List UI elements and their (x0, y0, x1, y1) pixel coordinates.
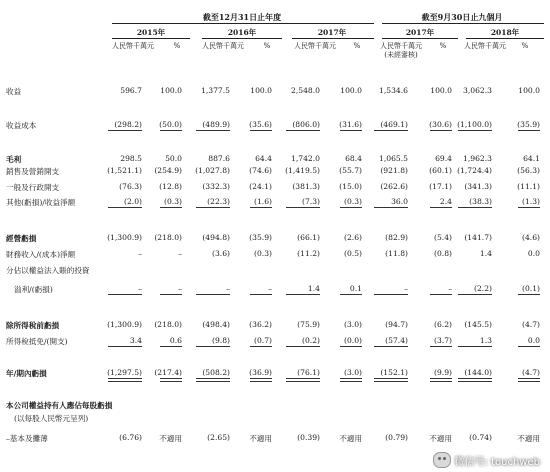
total-underline (250, 207, 272, 208)
total-underline (430, 378, 452, 379)
table-cell: (66.1) (297, 233, 320, 242)
table-cell: (508.2) (202, 368, 230, 377)
table-cell: (298.2) (114, 120, 142, 129)
table-cell: (332.3) (202, 182, 230, 191)
total-underline (286, 378, 320, 379)
total-underline (458, 381, 492, 382)
row-label: 除所得稅前虧損 (6, 321, 60, 330)
row-label: 銷售及營銷開支 (6, 167, 60, 176)
row-label: 收益成本 (6, 121, 37, 130)
table-cell: (75.9) (297, 320, 320, 329)
table-cell: (7.3) (301, 197, 320, 206)
total-underline (108, 207, 142, 208)
row-label: 毛利 (6, 155, 22, 164)
total-underline (108, 294, 142, 295)
table-cell: 不適用 (517, 434, 540, 443)
watermark (433, 452, 540, 468)
group-header-fy: 截至12月31日止年度 (202, 12, 282, 22)
table-cell: 0.0 (527, 336, 540, 345)
table-cell: (17.1) (429, 182, 452, 191)
total-underline (250, 381, 272, 382)
table-cell: (15.0) (339, 182, 362, 191)
table-cell: (3.0) (343, 368, 362, 377)
table-cell: – (178, 284, 182, 293)
total-underline (340, 294, 362, 295)
table-cell: (1.6) (253, 197, 272, 206)
table-cell: (2.0) (123, 197, 142, 206)
total-underline (250, 346, 272, 347)
table-cell: (141.7) (464, 233, 492, 242)
table-cell: (82.9) (385, 233, 408, 242)
total-underline (286, 346, 320, 347)
total-underline (196, 346, 230, 347)
row-label: 年/期內虧損 (6, 369, 47, 378)
table-cell: (2.65) (207, 433, 230, 442)
table-cell: (0.1) (521, 284, 540, 293)
total-underline (160, 130, 182, 131)
table-cell: (36.2) (249, 320, 272, 329)
table-cell: (9.9) (433, 368, 452, 377)
table-cell: 1,742.0 (291, 154, 320, 163)
table-cell: 298.5 (120, 154, 142, 163)
row-label: –基本及攤薄 (6, 434, 48, 443)
wechat-icon (433, 452, 451, 468)
table-cell: (4.7) (521, 320, 540, 329)
table-cell: (1,100.0) (457, 120, 492, 129)
table-cell: (806.0) (292, 120, 320, 129)
table-cell: (35.9) (517, 120, 540, 129)
table-cell: (57.4) (385, 336, 408, 345)
table-cell: 596.7 (120, 86, 142, 95)
total-underline (374, 346, 408, 347)
table-cell: 68.4 (345, 154, 362, 163)
table-cell: 0.6 (169, 336, 182, 345)
table-cell: 50.0 (165, 154, 182, 163)
table-cell: (3.6) (211, 249, 230, 258)
table-cell: 1.4 (307, 284, 320, 293)
total-underline (250, 378, 272, 379)
table-cell: (218.0) (154, 233, 182, 242)
table-cell: 2,548.0 (291, 86, 320, 95)
year-underline (466, 38, 544, 39)
table-cell: 不適用 (339, 434, 362, 443)
table-cell: (218.0) (154, 320, 182, 329)
table-cell: – (138, 284, 142, 293)
row-label: 本公司權益持有人應佔每股虧損 (6, 401, 113, 410)
year-2018-9m: 2018年 (490, 28, 520, 37)
total-underline (250, 294, 272, 295)
unit-rmb: 人民幣千萬元 (464, 42, 506, 50)
total-underline (160, 207, 182, 208)
total-underline (250, 130, 272, 131)
total-underline (108, 130, 142, 131)
total-underline (340, 130, 362, 131)
table-cell: 3,062.3 (463, 86, 492, 95)
unaudited-note: (未經審核) (384, 51, 418, 59)
row-label: 收益 (6, 87, 22, 96)
table-cell: (11.2) (297, 249, 320, 258)
table-cell: 100.0 (430, 86, 452, 95)
table-cell: 不適用 (249, 434, 272, 443)
row-label: (以每股人民幣元呈列) (14, 414, 89, 423)
table-cell: (921.8) (380, 166, 408, 175)
unit-pct: % (353, 42, 361, 50)
table-cell: 1,065.5 (379, 154, 408, 163)
total-underline (374, 378, 408, 379)
table-cell: (145.5) (464, 320, 492, 329)
table-cell: (217.4) (154, 368, 182, 377)
year-2015: 2015年 (136, 28, 166, 37)
table-cell: (6.76) (119, 433, 142, 442)
table-cell: 36.0 (391, 197, 408, 206)
row-label: 經營虧損 (6, 234, 37, 243)
total-underline (286, 130, 320, 131)
table-cell: (0.39) (297, 433, 320, 442)
total-underline (340, 378, 362, 379)
total-underline (160, 381, 182, 382)
table-cell: (4.7) (521, 368, 540, 377)
table-cell: (31.6) (339, 120, 362, 129)
table-cell: (3.0) (343, 320, 362, 329)
table-cell: (55.7) (339, 166, 362, 175)
unit-pct: % (173, 42, 181, 50)
table-cell: (38.3) (469, 197, 492, 206)
table-cell: – (448, 284, 452, 293)
table-cell: 1.3 (479, 336, 492, 345)
total-underline (430, 381, 452, 382)
year-underline (292, 38, 374, 39)
table-cell: (56.3) (517, 166, 540, 175)
row-label: 其他(虧損)/收益淨額 (6, 198, 76, 207)
table-cell: 3.4 (129, 336, 142, 345)
table-cell: (50.0) (159, 120, 182, 129)
unit-pct: % (439, 42, 447, 50)
total-underline (518, 130, 540, 131)
year-2016: 2016年 (227, 28, 257, 37)
table-cell: 1,962.3 (463, 154, 492, 163)
table-cell: 0.0 (527, 249, 540, 258)
table-cell: (3.7) (433, 336, 452, 345)
table-cell: 64.1 (523, 154, 540, 163)
table-cell: (76.1) (297, 368, 320, 377)
total-underline (160, 378, 182, 379)
table-cell: (1,419.5) (285, 166, 320, 175)
table-cell: 1,534.6 (379, 86, 408, 95)
table-cell: (2.2) (473, 284, 492, 293)
table-cell: 100.0 (340, 86, 362, 95)
unit-rmb: 人民幣千萬元 (202, 42, 244, 50)
table-cell: – (268, 284, 272, 293)
total-underline (108, 378, 142, 379)
table-cell: (11.8) (385, 249, 408, 258)
table-cell: (6.2) (433, 320, 452, 329)
table-cell: 0.1 (349, 284, 362, 293)
table-cell: (262.6) (380, 182, 408, 191)
table-cell: 69.4 (435, 154, 452, 163)
total-underline (458, 294, 492, 295)
table-cell: (0.3) (163, 197, 182, 206)
table-cell: (30.6) (429, 120, 452, 129)
row-label: 分佔以權益法入賬的投資 (6, 266, 90, 275)
total-underline (108, 346, 142, 347)
total-underline (340, 207, 362, 208)
row-label: 一般及行政開支 (6, 183, 60, 192)
total-underline (286, 381, 320, 382)
table-cell: 100.0 (518, 86, 540, 95)
total-underline (518, 346, 540, 347)
table-cell: (144.0) (464, 368, 492, 377)
table-cell: (0.2) (301, 336, 320, 345)
table-cell: (36.9) (249, 368, 272, 377)
table-cell: (24.1) (249, 182, 272, 191)
table-cell: 887.6 (208, 154, 230, 163)
row-label: 財務收入/(成本)淨額 (6, 250, 76, 259)
table-cell: – (226, 284, 230, 293)
total-underline (340, 346, 362, 347)
table-cell: (11.1) (517, 182, 540, 191)
table-cell: (4.6) (521, 233, 540, 242)
table-cell: 64.4 (255, 154, 272, 163)
total-underline (458, 346, 492, 347)
total-underline (286, 207, 320, 208)
unit-pct: % (263, 42, 271, 50)
row-label: 所得稅抵免/(開支) (6, 337, 68, 346)
table-cell: (498.4) (202, 320, 230, 329)
table-cell: – (138, 249, 142, 258)
table-cell: (0.5) (343, 249, 362, 258)
table-cell: 1.4 (479, 249, 492, 258)
total-underline (196, 381, 230, 382)
total-underline (108, 381, 142, 382)
table-cell: (1,521.1) (107, 166, 142, 175)
table-cell: (469.1) (380, 120, 408, 129)
total-underline (374, 130, 408, 131)
table-cell: (254.9) (154, 166, 182, 175)
table-cell: – (404, 284, 408, 293)
total-underline (374, 207, 408, 208)
table-cell: (0.8) (433, 249, 452, 258)
total-underline (160, 294, 182, 295)
unit-rmb: 人民幣千萬元 (294, 42, 336, 50)
total-underline (196, 130, 230, 131)
row-label: 溢利/(虧損) (14, 285, 53, 294)
table-cell: 不適用 (159, 434, 182, 443)
group-header-9m: 截至9月30日止九個月 (421, 12, 503, 22)
total-underline (518, 207, 540, 208)
year-underline (382, 38, 458, 39)
table-cell: (381.3) (292, 182, 320, 191)
watermark-text: 微信号: touchweb (454, 456, 540, 468)
table-cell: (1,027.8) (195, 166, 230, 175)
table-cell: (0.0) (343, 336, 362, 345)
table-cell: (0.3) (253, 249, 272, 258)
table-cell: (1,300.9) (107, 320, 142, 329)
total-underline (286, 294, 320, 295)
table-cell: (1,300.9) (107, 233, 142, 242)
unit-pct: % (521, 42, 529, 50)
table-cell: 不適用 (429, 434, 452, 443)
total-underline (518, 294, 540, 295)
table-cell: (76.3) (119, 182, 142, 191)
table-cell: 1,377.5 (201, 86, 230, 95)
table-cell: (12.8) (159, 182, 182, 191)
year-underline (112, 38, 190, 39)
table-cell: (0.3) (343, 197, 362, 206)
table-cell: (2.6) (343, 233, 362, 242)
total-underline (430, 130, 452, 131)
total-underline (340, 381, 362, 382)
table-cell: (1.3) (521, 197, 540, 206)
group-underline-fy (112, 23, 374, 24)
table-cell: (35.9) (249, 233, 272, 242)
table-cell: (5.4) (433, 233, 452, 242)
total-underline (196, 207, 230, 208)
table-cell: (489.9) (202, 120, 230, 129)
table-cell: (94.7) (385, 320, 408, 329)
table-cell: (60.1) (429, 166, 452, 175)
year-2017: 2017年 (317, 28, 347, 37)
unit-rmb: 人民幣千萬元 (112, 42, 154, 50)
table-cell: (0.79) (385, 433, 408, 442)
table-cell: (74.6) (249, 166, 272, 175)
table-cell: (341.3) (464, 182, 492, 191)
table-cell: (1,724.4) (457, 166, 492, 175)
table-cell: (0.7) (253, 336, 272, 345)
table-cell: (152.1) (380, 368, 408, 377)
year-underline (202, 38, 282, 39)
year-2017-9m: 2017年 (405, 28, 435, 37)
unit-rmb: 人民幣千萬元 (380, 42, 422, 50)
table-cell: (35.6) (249, 120, 272, 129)
total-underline (430, 346, 452, 347)
total-underline (196, 378, 230, 379)
table-cell: (0.74) (469, 433, 492, 442)
total-underline (458, 378, 492, 379)
group-underline-9m (382, 23, 544, 24)
total-underline (374, 294, 408, 295)
total-underline (518, 378, 540, 379)
total-underline (196, 294, 230, 295)
table-cell: (1,297.5) (107, 368, 142, 377)
table-cell: 100.0 (250, 86, 272, 95)
total-underline (374, 381, 408, 382)
table-cell: 2.4 (439, 197, 452, 206)
total-underline (160, 346, 182, 347)
table-cell: 100.0 (160, 86, 182, 95)
table-cell: (9.8) (211, 336, 230, 345)
table-cell: (494.8) (202, 233, 230, 242)
total-underline (518, 381, 540, 382)
table-cell: (22.3) (207, 197, 230, 206)
total-underline (430, 207, 452, 208)
total-underline (458, 130, 492, 131)
table-cell: – (178, 249, 182, 258)
total-underline (458, 207, 492, 208)
total-underline (430, 294, 452, 295)
